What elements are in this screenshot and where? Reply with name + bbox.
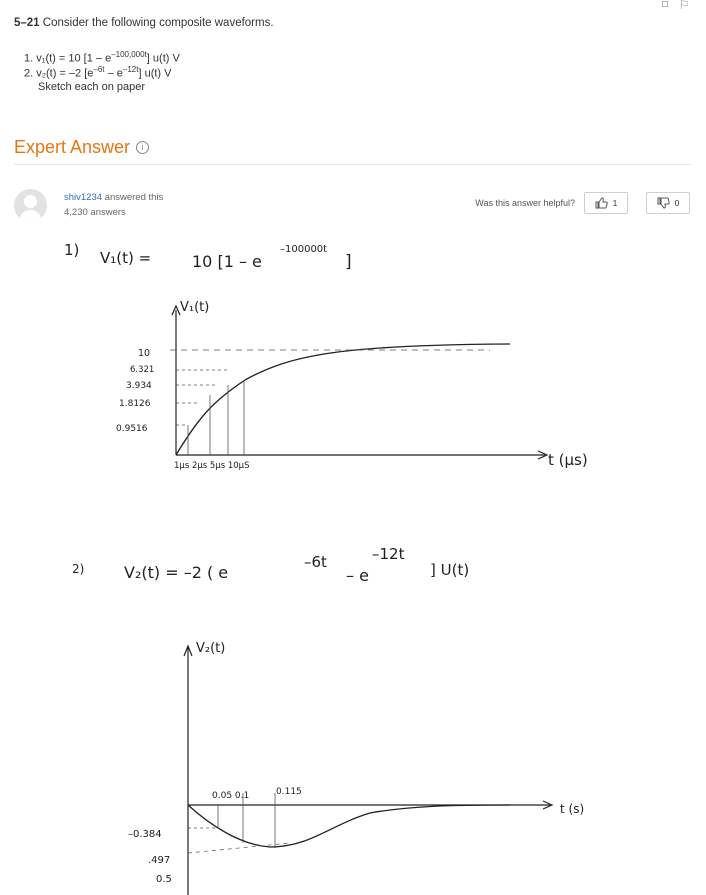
part2-axis-x-label: t (s) — [560, 802, 585, 816]
answered-label: answered this — [104, 192, 164, 203]
part2-exp2: –12t — [372, 545, 405, 563]
part1-eq-lhs: V₁(t) = — [100, 249, 152, 267]
expert-answer-header — [14, 137, 691, 165]
info-icon[interactable]: i — [136, 141, 149, 154]
part2-eq-lhs: V₂(t) = –2 ( e — [124, 563, 229, 582]
expert-answer-title: Expert Answer i — [14, 137, 149, 158]
part2-number: 2) — [72, 562, 85, 576]
question-item-1: 1. v₁(t) = 10 $[1 - e^{-100,000t}]$ u(t) V — [24, 50, 180, 65]
question-block — [14, 17, 694, 95]
question-header — [14, 17, 694, 29]
part1-number: 1) — [64, 241, 80, 259]
downvote-count: 0 — [674, 198, 680, 208]
part1-exponent: –100000t — [280, 244, 328, 255]
part1-axis-x-label: t (μs) — [548, 451, 588, 469]
part2-close: ] U(t) — [430, 561, 470, 579]
part2-y-tick: –0.384 — [128, 829, 162, 840]
part2-y-tick: .497 — [148, 855, 171, 866]
part2-y-tick: 0.5 — [156, 874, 172, 885]
part2-x-ticks: 0.115 — [276, 787, 302, 797]
helpful-label: Was this answer helpful? — [475, 198, 575, 208]
part1-y-tick: 6.321 — [130, 365, 155, 375]
part1-graph — [116, 300, 588, 471]
thumbs-down-icon — [657, 197, 670, 209]
handwritten-answer-image — [0, 225, 706, 895]
part1-y-tick: 0.9516 — [116, 424, 148, 434]
question-items — [24, 47, 694, 95]
helpful-section — [475, 192, 690, 214]
part2-eq-mid: – e — [346, 566, 369, 585]
part2-axis-y-label: V₂(t) — [196, 641, 226, 656]
answer-count: 4,230 answers — [64, 207, 126, 218]
answerer-info — [64, 192, 163, 218]
question-number: 5–21 — [14, 17, 40, 29]
part1-y-tick: 10 — [138, 348, 151, 359]
part2-graph — [128, 641, 584, 895]
part1-eq-rhs: 10 [1 – e — [192, 252, 262, 271]
top-right-icons — [662, 0, 690, 10]
bookmark-icon[interactable]: ⌑ — [661, 0, 669, 12]
thumbs-down-button[interactable] — [646, 192, 690, 214]
question-text: Consider the following composite waveforms. — [42, 17, 274, 29]
part1-x-ticks: 1μs 2μs 5μs 10μS — [174, 461, 250, 471]
thumbs-up-icon — [595, 197, 608, 209]
part1-axis-y-label: V₁(t) — [180, 300, 210, 315]
sketch-note: Sketch each on paper — [38, 81, 146, 93]
author-link[interactable]: shiv1234 — [64, 192, 103, 203]
question-item-2: 2. v₂(t) = –2 $[e^{-6t} - e^{-12t}]$ u(t) V — [24, 65, 172, 80]
avatar — [14, 189, 47, 222]
part1-y-tick: 3.934 — [126, 381, 152, 391]
upvote-count: 1 — [612, 198, 618, 208]
flag-icon[interactable]: ⚐ — [678, 0, 690, 12]
part2-exp1: –6t — [304, 553, 327, 571]
thumbs-up-button[interactable] — [584, 192, 628, 214]
part1-y-tick: 1.8126 — [119, 399, 151, 409]
part1-close-bracket: ] — [345, 252, 352, 272]
part2-x-ticks: 0.05 0.1 — [212, 791, 250, 801]
